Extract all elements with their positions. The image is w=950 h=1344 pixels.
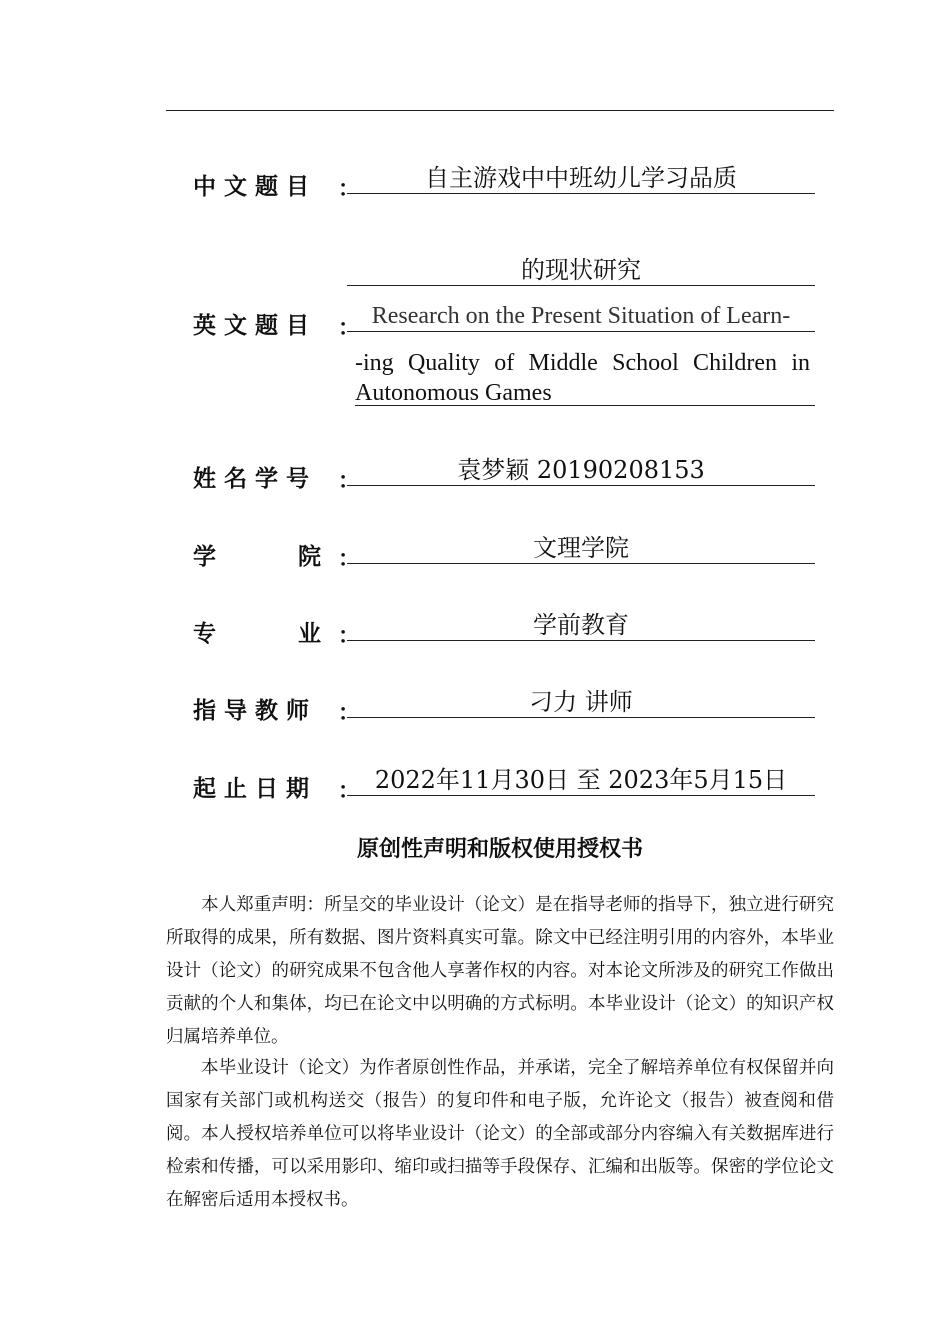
- name-value: 袁梦颖 20190208153: [347, 455, 815, 486]
- college-value: 文理学院: [347, 533, 815, 564]
- major-colon: ：: [338, 624, 361, 649]
- declaration-title: 原创性声明和版权使用授权书: [356, 837, 643, 862]
- declaration-para-1: 本人郑重声明：所呈交的毕业设计（论文）是在指导老师的指导下，独立进行研究所取得的成果，所有数据、图片资料真实可靠。除文中已经注明引用的内容外，本毕业设计（论文）的研究成果不包含他人享著作权的内容。对本论文所涉及的研究工作做出贡献的个人和集体，均已在论文中以明确的方式标明。本毕业设计（论文）的知识产权归属培养单位。: [166, 895, 834, 1047]
- major-label-a: 专: [193, 621, 216, 647]
- en-title-line1: Research on the Present Situation of Learn-: [347, 301, 815, 332]
- college-label-a: 学: [193, 544, 216, 570]
- en-title-label: 英 文 题 目: [193, 313, 310, 339]
- major-value: 学前教育: [347, 610, 815, 641]
- college-colon: ：: [338, 547, 361, 572]
- date-colon: ：: [338, 779, 361, 804]
- major-label-b: 业: [298, 621, 321, 647]
- cn-title-colon: ：: [338, 177, 361, 202]
- advisor-label: 指 导 教 师: [193, 698, 310, 724]
- date-label: 起 止 日 期: [193, 776, 310, 802]
- advisor-value: 刁力 讲师: [347, 687, 815, 718]
- en-title-underline: [355, 405, 815, 406]
- declaration-para-2: 本毕业设计（论文）为作者原创性作品，并承诺，完全了解培养单位有权保留并向国家有关部门或机构送交（报告）的复印件和电子版，允许论文（报告）被查阅和借阅。本人授权培养单位可以将毕业设计（论文）的全部或部分内容编入有关数据库进行检索和传播，可以采用影印、缩印或扫描等手段保存、汇编和出版等。保密的学位论文在解密后适用本授权书。: [166, 1058, 834, 1210]
- name-colon: ：: [338, 469, 361, 494]
- cn-title-line2: 的现状研究: [347, 255, 815, 286]
- name-label: 姓 名 学 号: [193, 466, 310, 492]
- cn-title-line1: 自主游戏中中班幼儿学习品质: [347, 163, 815, 194]
- en-title-line2: -ing Quality of Middle School Children in Autonomous Games: [355, 350, 810, 406]
- cn-title-label: 中 文 题 目: [193, 174, 310, 200]
- en-title-colon: ：: [338, 316, 361, 341]
- college-label-b: 院: [298, 544, 321, 570]
- advisor-colon: ：: [338, 701, 361, 726]
- date-value: 2022年11月30日 至 2023年5月15日: [347, 765, 815, 796]
- header-rule: [166, 110, 834, 111]
